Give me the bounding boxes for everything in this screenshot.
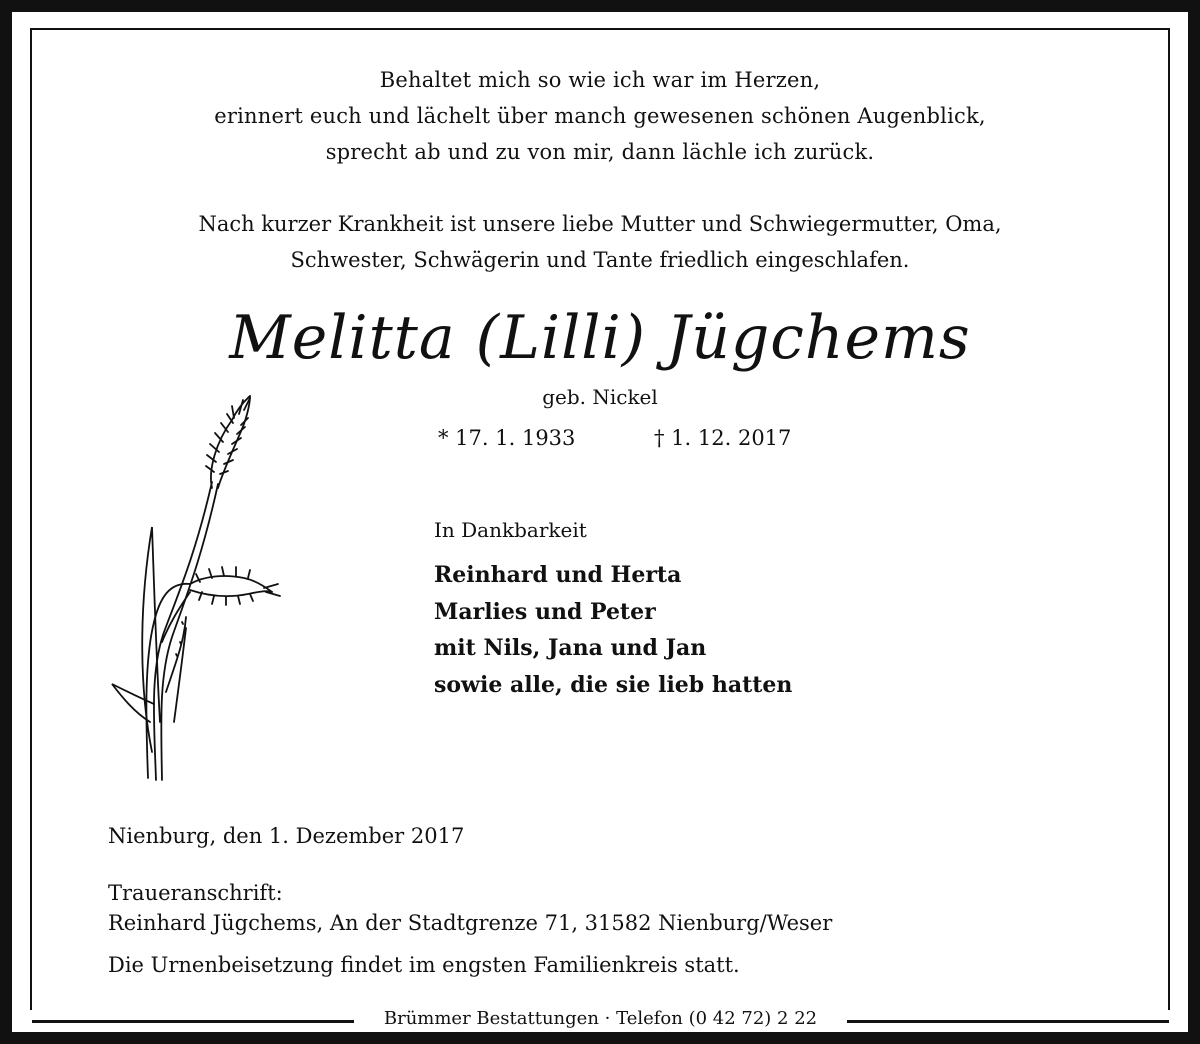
footer-rule-right [847, 1020, 1169, 1023]
mourners-list [434, 557, 792, 703]
death-date: † 1. 12. 2017 [654, 426, 792, 450]
footer-rule-left [32, 1020, 354, 1023]
maiden-name: geb. Nickel [542, 385, 658, 409]
address-label: Traueranschrift: [108, 881, 283, 905]
mourning-address: Reinhard Jügchems, An der Stadtgrenze 71, 31582 Nienburg/Weser [108, 911, 833, 935]
thanks-label: In Dankbarkeit [434, 518, 587, 542]
place-date: Nienburg, den 1. Dezember 2017 [108, 824, 465, 848]
poem [0, 62, 1200, 170]
birth-date: * 17. 1. 1933 [438, 426, 576, 450]
funeral-home-footer: Brümmer Bestattungen · Telefon (0 42 72) 2 22 [354, 1006, 847, 1032]
wheat-icon [104, 392, 284, 784]
announcement-line: Nach kurzer Krankheit ist unsere liebe Mutter und Schwiegermutter, Oma, [198, 212, 1002, 236]
poem-line: erinnert euch und lächelt über manch gewesenen schönen Augenblick, [214, 104, 986, 128]
mourner-line: Marlies und Peter [434, 598, 656, 625]
poem-line: sprecht ab und zu von mir, dann lächle ich zurück. [325, 140, 875, 164]
mourner-line: Reinhard und Herta [434, 562, 682, 588]
mourner-line: mit Nils, Jana und Jan [434, 635, 707, 661]
burial-note: Die Urnenbeisetzung findet im engsten Familienkreis statt. [108, 953, 740, 977]
announcement-line: Schwester, Schwägerin und Tante friedlich eingeschlafen. [290, 248, 910, 272]
announcement [0, 206, 1200, 278]
poem-line: Behaltet mich so wie ich war im Herzen, [379, 68, 821, 92]
deceased-name: Melitta (Lilli) Jügchems [229, 303, 971, 373]
mourner-line: sowie alle, die sie lieb hatten [434, 671, 793, 698]
